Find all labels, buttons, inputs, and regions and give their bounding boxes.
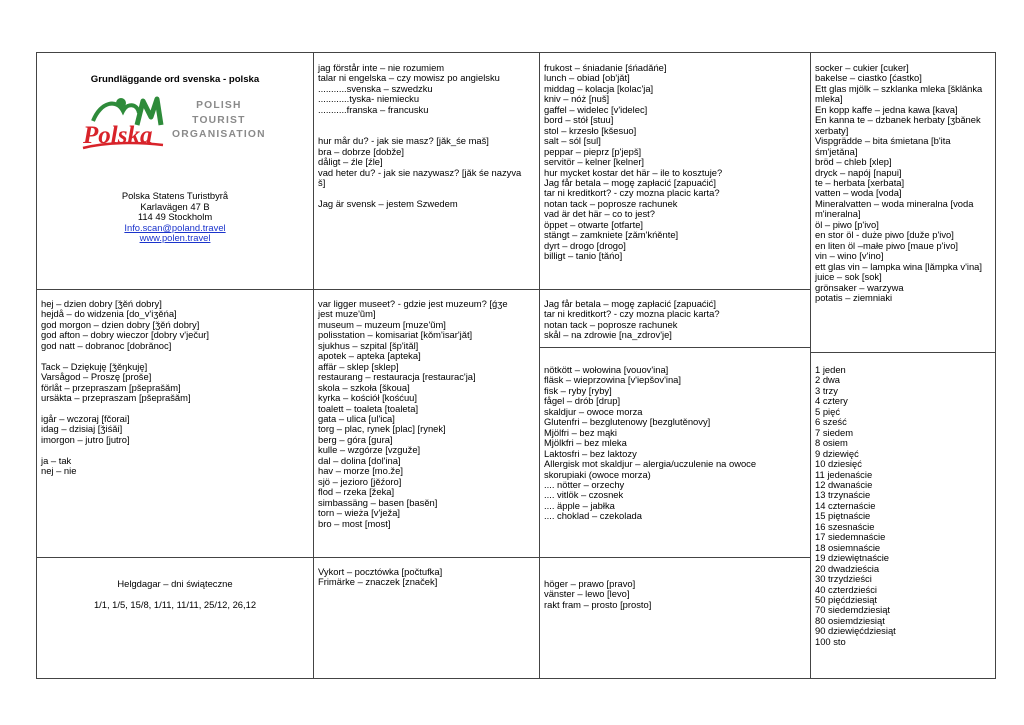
number-item: 6 sześć xyxy=(815,416,847,428)
phrase: en liten öl –małe piwo [maue p'ivo] xyxy=(815,239,959,251)
phrase: höger – prawo [pravo] xyxy=(544,578,636,589)
phrase: š] xyxy=(318,176,326,188)
phrase: salt – sól [sul] xyxy=(544,135,601,147)
email-link[interactable]: Info.scan@poland.travel xyxy=(124,221,226,233)
phrase: Tack – Dziękuję [ʒ̆ěŋkuję] xyxy=(41,360,148,372)
phrase: fågel – drób [drup] xyxy=(544,395,621,407)
phrase: bröd – chleb [xlep] xyxy=(815,156,892,168)
blank-line xyxy=(41,445,309,455)
phrase: middag – kolacja [kolac'ja] xyxy=(544,82,654,94)
phrase: xerbaty] xyxy=(815,124,849,136)
drinks-cell xyxy=(811,63,997,351)
phrase: torn – wieża [v'ježa] xyxy=(318,507,401,519)
post-cell xyxy=(314,567,539,667)
meals-cell xyxy=(540,63,810,287)
phrase: tar ni kreditkort? - czy mozna placic karta? xyxy=(544,187,720,199)
phrase: dyrt – drogo [drogo] xyxy=(544,239,626,251)
number-item: 1 jeden xyxy=(815,364,846,375)
number-item: 4 cztery xyxy=(815,395,848,407)
logo-text-line: ORGANISATION xyxy=(172,129,266,141)
phrase: mleka] xyxy=(815,93,843,105)
phrase: Mineralvatten – woda mineralna [voda xyxy=(815,197,974,209)
phrase: igår – wczoraj [fčorai] xyxy=(41,412,130,424)
number-item: 13 trzynaście xyxy=(815,489,871,501)
number-item: 17 siedemnaście xyxy=(815,531,886,543)
phrase: berg – góra [gura] xyxy=(318,433,393,445)
row-divider xyxy=(37,289,810,290)
phrase: hur mycket kostar det här – ile to kosztuje? xyxy=(544,166,723,178)
phrase: vatten – woda [voda] xyxy=(815,187,902,199)
phrase: vin – wino [v'ino] xyxy=(815,250,884,262)
phrase: skaldjur – owoce morza xyxy=(544,405,643,417)
phrase: stängt – zamkniete [zǎm'kńěnte] xyxy=(544,229,679,241)
phrase: affär – sklep [sklep] xyxy=(318,360,399,372)
phrase: ett glas vin – lampka wina [lǎmpka v'ina] xyxy=(815,260,982,272)
vocabulary-table xyxy=(36,52,996,679)
polish-tourist-organisation-logo xyxy=(77,91,273,157)
holidays-dates: 1/1, 1/5, 15/8, 1/11, 11/11, 25/12, 26,12 xyxy=(93,598,257,610)
phrase: hej – dzien dobry [ʒ̆ěń dobry] xyxy=(41,298,162,309)
phrase: .... nötter – orzechy xyxy=(544,478,625,490)
blank-line xyxy=(318,115,535,125)
phrase: juice – sok [sok] xyxy=(815,271,882,283)
phrase: sjukhus – szpital [šp'itǎl] xyxy=(318,339,419,351)
header-cell xyxy=(37,75,313,285)
number-item: 8 osiem xyxy=(815,437,848,449)
phrase: förlåt – przepraszam [pšeprašǎm] xyxy=(41,381,181,393)
number-item: 20 dwadzieścia xyxy=(815,562,880,574)
number-item: 15 piętnaście xyxy=(815,510,871,522)
phrase: skola – szkoła [škoua] xyxy=(318,381,410,393)
phrase: frukost – śniadanie [śńadǎńe] xyxy=(544,62,667,73)
phrase: vad är det här – co to jest? xyxy=(544,208,656,220)
food-cell xyxy=(540,365,810,555)
phrase: apotek – apteka [apteka] xyxy=(318,350,421,362)
number-item: 16 szesnaście xyxy=(815,520,875,532)
phrase: Ett glas mjölk – szklanka mleka [šklǎnka xyxy=(815,82,983,94)
phrases-cell xyxy=(314,63,539,287)
phrase: En kanna te – dzbanek herbaty [ʒbǎnek xyxy=(815,114,981,126)
phrase: ja – tak xyxy=(41,454,72,466)
phrase: hav – morze [mo.že] xyxy=(318,465,403,477)
phrase: gaffel – widelec [v'idelec] xyxy=(544,103,648,115)
number-item: 30 trzydzieści xyxy=(815,573,872,585)
phrase: museum – muzeum [muze'ũm] xyxy=(318,318,446,330)
phrase: rakt fram – prosto [prosto] xyxy=(544,598,652,610)
phrase: hejdå – do widzenia [do_v'iʒěńa] xyxy=(41,308,177,320)
phrase: grönsaker – warzywa xyxy=(815,281,904,293)
phrase: talar ni engelska – czy mowisz po angielsku xyxy=(318,72,500,84)
phrase: bra – dobrze [dobže] xyxy=(318,145,404,157)
phrase: Glutenfri – bezglutenowy [bezglutěnovy] xyxy=(544,416,711,428)
number-item: 5 pięć xyxy=(815,405,841,417)
address-line: Karlavägen 47 B xyxy=(140,200,210,212)
phrase: dal – dolina [dol'ina] xyxy=(318,454,401,466)
phrase: Vykort – pocztówka [počtufka] xyxy=(318,566,443,577)
phrase: dåligt – źle [źle] xyxy=(318,156,383,168)
address-line: Polska Statens Turistbyrå xyxy=(121,190,229,202)
phrase: nej – nie xyxy=(41,465,77,477)
phrase: en stor öl - duże piwo [duže p'ivo] xyxy=(815,229,954,241)
phrase: kniv – nóż [nuš] xyxy=(544,93,610,105)
row-divider xyxy=(37,557,810,558)
phrase: öppet – otwarte [otfarte] xyxy=(544,218,644,230)
phrase: dryck – napój [napui] xyxy=(815,166,902,178)
phrase: fläsk – wieprzowina [v'iepšov'ina] xyxy=(544,374,681,386)
number-item: 10 dziesięć xyxy=(815,458,862,470)
phrase: En kopp kaffe – jedna kawa [kava] xyxy=(815,103,958,115)
number-item: 3 trzy xyxy=(815,384,838,396)
row-divider xyxy=(539,347,810,348)
phrase: Varsågod – Proszę [proše] xyxy=(41,371,152,383)
number-item: 9 dziewięć xyxy=(815,447,859,459)
phrase: Allergisk mot skaldjur – alergia/uczulenie na owoce xyxy=(544,458,757,470)
phrase: socker – cukier [cuker] xyxy=(815,62,909,73)
phrase: .... äpple – jabłka xyxy=(544,499,615,511)
phrase: polisstation – komisariat [kǒm'isar'jǎt] xyxy=(318,329,473,341)
number-item: 7 siedem xyxy=(815,426,854,438)
phrase: ............tyska- niemiecku xyxy=(318,93,420,105)
phrase: potatis – ziemniaki xyxy=(815,291,893,303)
phrase: imorgon – jutro [jutro] xyxy=(41,433,130,445)
phrase: te – herbata [xerbata] xyxy=(815,176,905,188)
phrase: ursäkta – przepraszam [pšeprašǎm] xyxy=(41,392,191,404)
phrase: stol – krzesło [kšesuo] xyxy=(544,124,637,136)
phrase: toalett – toaleta [toaleta] xyxy=(318,402,419,414)
phrase: Mjölfri – bez mąki xyxy=(544,426,617,438)
holidays-cell xyxy=(37,579,313,659)
phrase: jag förstår inte – nie rozumiem xyxy=(318,62,445,73)
phrase: servitör – kelner [kelner] xyxy=(544,156,645,168)
logo-wordmark: Polska xyxy=(83,122,153,150)
phrase: .... choklad – czekolada xyxy=(544,510,642,522)
phrase: flod – rzeka [žeka] xyxy=(318,486,395,498)
number-item: 70 siedemdziesiąt xyxy=(815,604,891,616)
phrase: vad heter du? - jak sie nazywasz? [jǎk śe nazyva xyxy=(318,166,522,178)
phrase: vänster – lewo [levo] xyxy=(544,588,630,600)
number-item: 2 dwa xyxy=(815,374,841,386)
phrase: śm'jetǎna] xyxy=(815,145,858,157)
phrase: kyrka – kościół [kośćuu] xyxy=(318,392,417,404)
phrase: gata – ulica [ul'ica] xyxy=(318,412,395,424)
phrase: billigt – tanio [tǎńo] xyxy=(544,250,623,262)
number-item: 12 dwanaście xyxy=(815,478,873,490)
phrase: fisk – ryby [ryby] xyxy=(544,384,612,396)
greetings-cell xyxy=(37,299,313,555)
logo-text-line: TOURIST xyxy=(192,114,246,126)
phrase: ...........svenska – szwedzku xyxy=(318,82,433,94)
number-item: 50 pięćdziesiąt xyxy=(815,593,878,605)
phrase: hur mår du? - jak sie masz? [jǎk_śe maš] xyxy=(318,135,489,147)
logo-text-line: POLISH xyxy=(196,100,242,112)
directions-cell xyxy=(540,579,810,659)
phrase: ...........franska – francusku xyxy=(318,103,429,115)
phrase: Jag får betala – mogę zapłacić [zapuaćić] xyxy=(544,176,716,188)
phrase: .... vitlök – czosnek xyxy=(544,489,624,501)
phrase: notan tack – poprosze rachunek xyxy=(544,318,678,330)
phrase: god natt – dobranoc [dobrǎnoc] xyxy=(41,339,172,351)
holidays-title: Helgdagar – dni świąteczne xyxy=(117,578,233,589)
document-title: Grundläggande ord svenska - polska xyxy=(90,74,260,85)
phrase: jest muze'ũm] xyxy=(318,308,376,320)
numbers-cell xyxy=(811,365,997,675)
phrase: nötkött – wołowina [vouov'ina] xyxy=(544,364,669,375)
phrase: bro – most [most] xyxy=(318,517,391,529)
phrase: idag – dzisiaj [ʒ̆iśǎi] xyxy=(41,423,123,435)
phrase: bord – stół [stuu] xyxy=(544,114,614,126)
phrase: Frimärke – znaczek [značek] xyxy=(318,576,438,588)
phrase: Jag får betala – mogę zapłacić [zapuaćić] xyxy=(544,298,716,309)
number-item: 90 dziewięćdziesiąt xyxy=(815,625,896,637)
places-cell xyxy=(314,299,539,555)
phrase: m'ineralna] xyxy=(815,208,861,220)
phrase: tar ni kreditkort? - czy mozna placic karta? xyxy=(544,308,720,320)
phrase: lunch – obiad [ob'jǎt] xyxy=(544,72,630,84)
phrase: öl – piwo [p'ivo] xyxy=(815,218,879,230)
phrase: god afton – dobry wieczor [dobry v'ječur] xyxy=(41,329,210,341)
address-line: 114 49 Stockholm xyxy=(137,211,213,223)
phrase: restaurang – restauracja [restaurac'ja] xyxy=(318,371,476,383)
number-item: 14 czternaście xyxy=(815,499,876,511)
number-item: 11 jedenaście xyxy=(815,468,873,480)
phrase: kulle – wzgórze [vzguže] xyxy=(318,444,421,456)
phrase: Jag är svensk – jestem Szwedem xyxy=(318,197,458,209)
phrase: skorupiaki (owoce morza) xyxy=(544,468,651,480)
phrase: Vispgrädde – bita śmietana [b'ita xyxy=(815,135,951,147)
row-divider xyxy=(810,352,996,353)
phrase: sjö – jezioro [jěźoro] xyxy=(318,475,402,487)
phrase: Laktosfri – bez laktozy xyxy=(544,447,637,459)
logo-text xyxy=(172,99,266,143)
phrase: peppar – pieprz [p'jepš] xyxy=(544,145,642,157)
number-item: 100 sto xyxy=(815,635,846,647)
number-item: 80 osiemdziesiąt xyxy=(815,614,885,626)
phrase: Mjölkfri – bez mleka xyxy=(544,437,627,449)
phrase: torg – plac, rynek [plac] [rynek] xyxy=(318,423,446,435)
paying-cell xyxy=(540,299,810,345)
number-item: 19 dziewiętnaście xyxy=(815,552,890,564)
phrase: simbassäng – basen [basěn] xyxy=(318,496,438,508)
number-item: 18 osiemnaście xyxy=(815,541,881,553)
phrase: bakelse – ciastko [ćastko] xyxy=(815,72,922,84)
website-link[interactable]: www.polen.travel xyxy=(139,232,211,244)
phrase: god morgon – dzien dobry [ʒ̆ěń dobry] xyxy=(41,318,200,330)
number-item: 40 czterdzieści xyxy=(815,583,878,595)
phrase: var ligger museet? - gdzie jest muzeum? [ǵʒe xyxy=(318,298,508,309)
phrase: notan tack – poprosze rachunek xyxy=(544,197,678,209)
phrase: skål – na zdrowie [na_zdrov'je] xyxy=(544,329,672,341)
